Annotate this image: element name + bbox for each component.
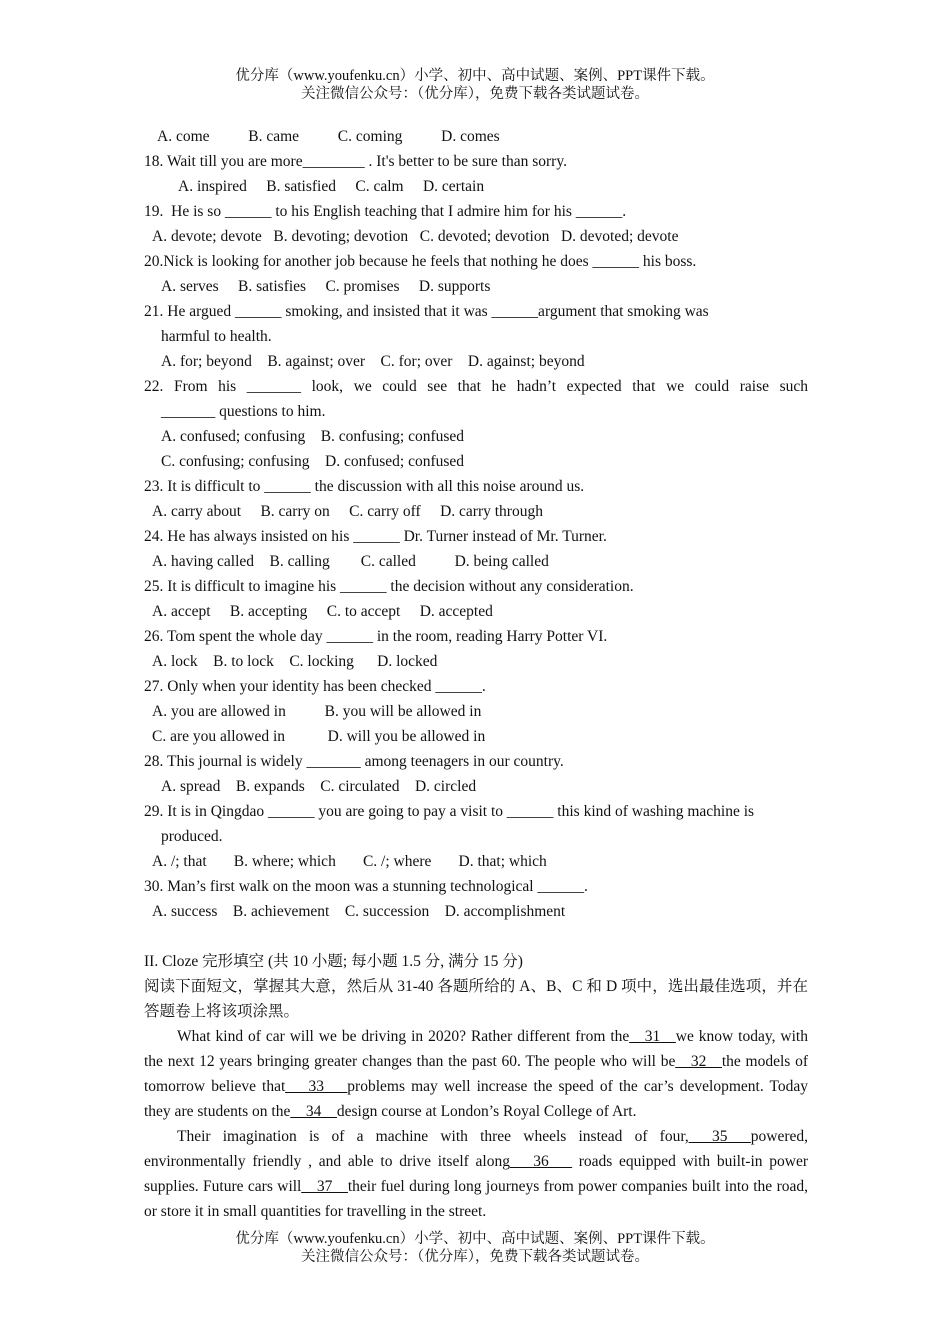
q28-options: A. spread B. expands C. circulated D. circled: [161, 778, 477, 795]
blank-36: ___36___: [509, 1153, 572, 1170]
blank-37: __37__: [301, 1178, 348, 1195]
p2-text-2: powered, environmentally friendly , and able to drive itself along: [144, 1128, 808, 1170]
header-line-2: 关注微信公众号：（优分库），免费下载各类试题试卷。: [301, 86, 649, 102]
q22-options-cd: C. confusing; confusing D. confused; confused: [161, 453, 465, 470]
q30-options: A. success B. achievement C. succession D. accomplishment: [152, 903, 566, 920]
q22-stem-cont: _______ questions to him.: [161, 403, 326, 420]
blank-34: __34__: [290, 1103, 337, 1120]
q29-stem-cont: produced.: [161, 828, 223, 845]
q21-stem-cont: harmful to health.: [161, 328, 272, 345]
cloze-instruction: 阅读下面短文，掌握其大意，然后从 31-40 各题所给的 A、B、C 和 D 项中，选出最佳选项，并在答题卷上将该项涂黑。: [144, 978, 808, 1020]
footer-line-2: 关注微信公众号：（优分库），免费下载各类试题试卷。: [301, 1249, 649, 1265]
q25-options: A. accept B. accepting C. to accept D. accepted: [152, 603, 493, 620]
q23-stem: 23. It is difficult to ______ the discussion with all this noise around us.: [144, 478, 585, 495]
q24-stem: 24. He has always insisted on his ______ Dr. Turner instead of Mr. Turner.: [144, 528, 607, 545]
page-header: [0, 67, 950, 103]
p1-text-5: design course at London’s Royal College of Art.: [336, 1103, 637, 1120]
q17-options: A. come B. came C. coming D. comes: [157, 128, 500, 145]
q20-options: A. serves B. satisfies C. promises D. supports: [161, 278, 491, 295]
q27-options-cd: C. are you allowed in D. will you be allowed in: [152, 728, 486, 745]
blank-32: __32__: [675, 1053, 722, 1070]
p2-text-1: Their imagination is of a machine with three wheels instead of four,: [177, 1128, 689, 1145]
page-footer: [0, 1230, 950, 1266]
q27-options-ab: A. you are allowed in B. you will be allowed in: [152, 703, 482, 720]
cloze-section-title: II. Cloze 完形填空 (共 10 小题; 每小题 1.5 分, 满分 15 分): [144, 953, 523, 970]
p1-text-2: we know today, with the next 12 years bringing greater changes than the past 60. The people who will be: [144, 1028, 808, 1070]
exam-content: [144, 124, 808, 1224]
q29-options: A. /; that B. where; which C. /; where D. that; which: [152, 853, 547, 870]
p1-text-1: What kind of car will we be driving in 2020? Rather different from the: [177, 1028, 630, 1045]
footer-line-1: 优分库（www.youfenku.cn）小学、初中、高中试题、案例、PPT课件下载。: [235, 1231, 715, 1247]
q25-stem: 25. It is difficult to imagine his ______ the decision without any consideration.: [144, 578, 634, 595]
q22-stem: 22. From his _______ look, we could see that he hadn’t expected that we could raise such: [144, 378, 808, 395]
q18-options: A. inspired B. satisfied C. calm D. certain: [178, 178, 485, 195]
q19-stem: 19. He is so ______ to his English teaching that I admire him for his ______.: [144, 203, 627, 220]
cloze-paragraph-1: [144, 1024, 808, 1124]
q22-options-ab: A. confused; confusing B. confusing; confused: [161, 428, 465, 445]
q21-options: A. for; beyond B. against; over C. for; over D. against; beyond: [161, 353, 585, 370]
blank-35: ___35___: [688, 1128, 751, 1145]
q19-options: A. devote; devote B. devoting; devotion C. devoted; devotion D. devoted; devote: [152, 228, 679, 245]
q29-stem: 29. It is in Qingdao ______ you are going to pay a visit to ______ this kind of washing machine is: [144, 803, 755, 820]
q26-options: A. lock B. to lock C. locking D. locked: [152, 653, 438, 670]
header-line-1: 优分库（www.youfenku.cn）小学、初中、高中试题、案例、PPT课件下载。: [235, 68, 715, 84]
blank-31: __31__: [629, 1028, 676, 1045]
q23-options: A. carry about B. carry on C. carry off D. carry through: [152, 503, 543, 520]
p1-text-3: the models of tomorrow believe that: [144, 1053, 809, 1095]
q21-stem: 21. He argued ______ smoking, and insisted that it was ______argument that smoking was: [144, 303, 709, 320]
q27-stem: 27. Only when your identity has been checked ______.: [144, 678, 486, 695]
p1-text-4: problems may well increase the speed of the car’s development. Today they are students on the: [144, 1078, 809, 1120]
blank-33: ___33___: [285, 1078, 348, 1095]
p2-text-4: their fuel during long journeys from power companies built into the road, or store it in small quantities for travelling in the street.: [144, 1178, 808, 1220]
section-gap: [144, 924, 808, 949]
q24-options: A. having called B. calling C. called D. being called: [152, 553, 549, 570]
q30-stem: 30. Man’s first walk on the moon was a stunning technological ______.: [144, 878, 588, 895]
cloze-paragraph-2: [144, 1124, 808, 1224]
p2-text-3: roads equipped with built-in power supplies. Future cars will: [144, 1153, 808, 1195]
q26-stem: 26. Tom spent the whole day ______ in the room, reading Harry Potter VI.: [144, 628, 608, 645]
q20-stem: 20.Nick is looking for another job because he feels that nothing he does ______ his boss.: [144, 253, 697, 270]
q28-stem: 28. This journal is widely _______ among teenagers in our country.: [144, 753, 564, 770]
q18-stem: 18. Wait till you are more________ . It's better to be sure than sorry.: [144, 153, 567, 170]
